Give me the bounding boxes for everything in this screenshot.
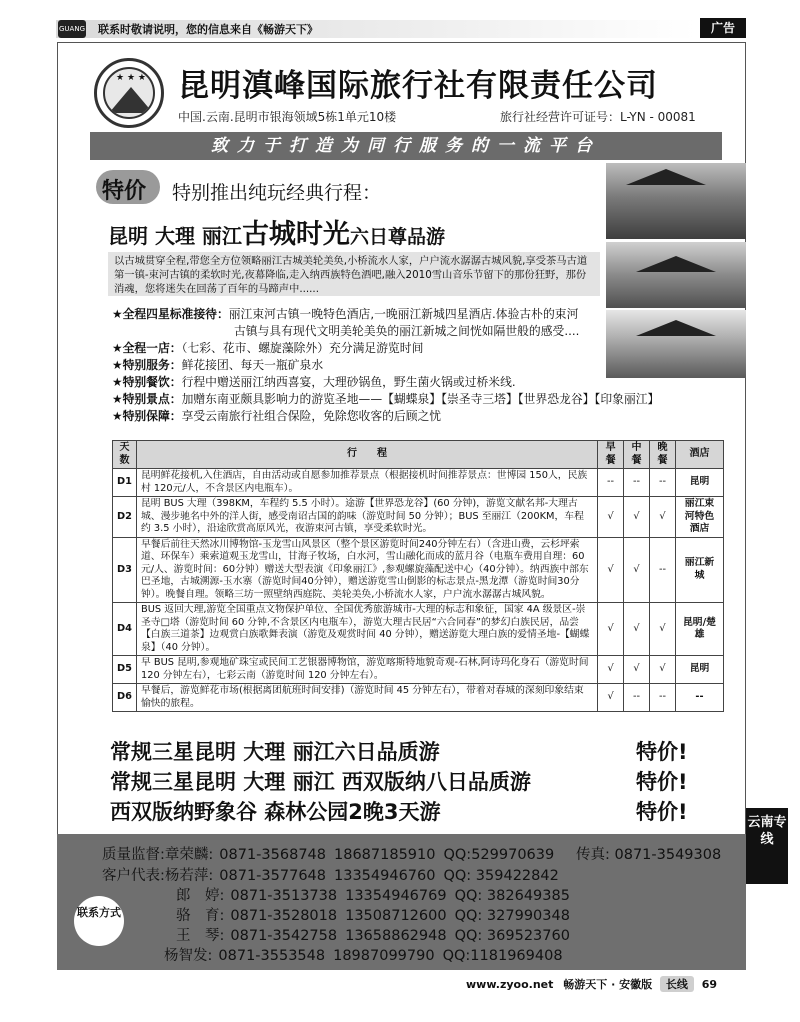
table-header-row [113,441,724,469]
promo-line [110,736,688,766]
company-emblem-icon: ★ ★ ★ [94,58,164,128]
tour-title [108,212,445,251]
footer-section: 长线 [660,976,694,992]
company-name: 昆明滇峰国际旅行社有限责任公司 [178,68,658,104]
tour-subtitle: 特别推出纯玩经典行程： [172,182,382,204]
table-row: D5 早 BUS 昆明,参观地矿珠宝或民间工艺银器博物馆，游览喀斯特地貌奇观-石林,阿诗玛化身石（游览时间 120 分钟左右），七彩云南（游览时间 120 分钟左右）。 √ √ √ 昆明 [113,656,724,684]
feature-item: ★特别保障：享受云南旅行社组合保险，免除您收客的后顾之忧 [112,409,442,423]
license-number: 旅行社经营许可证号：L-YN - 00081 [500,110,696,124]
page-number: 69 [701,978,718,991]
feature-item: 古镇与具有现代文明美轮美奂的丽江新城之间恍如隔世般的感受.... [234,324,580,338]
table-row: D6 早餐后，游览鲜花市场(根据离团航班时间安排)（游览时间 45 分钟左右），带着对春城的深刻印象结束愉快的旅程。 √ -- -- -- [113,684,724,712]
promo-line [110,796,688,826]
itinerary-table [112,440,724,712]
feature-item: ★特别餐饮：行程中赠送丽江纳西喜宴，大理砂锅鱼，野生菌火锅或过桥米线. [112,375,516,389]
col-hotel: 酒店 [675,441,723,469]
col-program: 行 程 [136,441,597,469]
feature-list [112,306,660,425]
table-row: D2 昆明 BUS 大理（398KM，车程约 5.5 小时）。途游【世界恐龙谷】(60 分钟)，游览文献名邦-大理古城、漫步驰名中外的洋人街，感受南诏古国的韵味（游览时间 50 分钟）；BUS 至丽江（200KM，车程约 3.5 小时），沿途欣赏高原风光，夜游束河古镇，享受柔软时光。 √ √ √ 丽江束河特色酒店 [113,497,724,538]
feature-item: ★全程一店：（七彩、花市、螺旋藻除外）充分满足游览时间 [112,341,424,355]
footer-url: www.zyoo.net [466,978,554,991]
feature-item: ★特别景点：加赠东南亚颇具影响力的游览圣地——【蝴蝶泉】【崇圣寺三塔】【世界恐龙谷】【印象丽江】 [112,392,660,406]
col-lunch: 中餐 [624,441,650,469]
feature-item: ★特别服务：鲜花接团、每天一瓶矿泉水 [112,358,324,372]
table-row: D4 BUS 返回大理,游览全国重点文物保护单位、全国优秀旅游城市-大理的标志和象征，国家 4A 级景区-崇圣寺□塔（游览时间 60 分钟,不含景区内电瓶车），游览大理古民居“六合同春”的梦幻白族民居，品尝【白族三道茶】边观赏白族歌舞表演（游览及观赏时间 40 分钟），赠送游览大理白族的爱情圣地-【蝴蝶泉】（40 分钟）。 √ √ √ 昆明/楚雄 [113,603,724,656]
fax-number: 传真: 0871-3549308 [576,847,722,863]
promo-price: 特价! [636,740,688,764]
promo-price: 特价! [636,770,688,794]
section-tab: 云南专线 [746,808,788,884]
company-address: 中国.云南.昆明市银海领域5栋1单元10楼 [178,110,397,124]
photo-ancient-town-street [606,163,746,239]
footer-magazine: 畅游天下 · 安徽版 [563,978,653,991]
contact-row: 骆 育: 0871-3528018 13508712600 QQ: 327990348 [176,908,570,924]
special-price-label: 特价 [102,179,147,204]
slogan-banner: 致力于打造为同行服务的一流平台 [90,132,722,160]
col-breakfast: 早餐 [598,441,624,469]
contact-row: 杨智发: 0871-3553548 18987099790 QQ:1181969408 [164,948,563,964]
contact-row: 王 琴: 0871-3542758 13658862948 QQ: 369523760 [176,928,570,944]
promo-line [110,766,688,796]
contact-row: 郎 婷: 0871-3513738 13354946769 QQ: 382649385 [176,888,570,904]
table-row: D3 早餐后前往天然冰川博物馆-玉龙雪山风景区（整个景区游览时间240分钟左右）（含进山费，云杉坪索道、环保车）乘索道观玉龙雪山，甘海子牧场，白水河，雪山融化而成的蓝月谷（电瓶车费用自理：60元/人、游览时间：60分钟）赠送大型表演《印象丽江》,参观螺旋藻配送中心（40分钟）。纳西族中部东巴圣地，古城溯源-玉水寨（游览时间40分钟），赠送游览雪山倒影的标志景点-黑龙潭（游览时间30分钟）。晚餐自理。领略三坊一照壁纳西庭院、美轮美奂,小桥流水人家，户户流水潺潺古城风貌。 √ √ -- 丽江新城 [113,537,724,603]
contact-badge: 联系方式 [74,896,124,946]
page-footer [466,976,717,996]
source-note: 联系时敬请说明，您的信息来自《畅游天下》 [98,23,318,36]
photo-old-town-rooftops [606,242,746,308]
tour-title-duration: 六日尊品游 [349,226,445,248]
feature-item: ★全程四星标准接待：丽江束河古镇一晚特色酒店,一晚丽江新城四星酒店.体验古朴的束河 [112,307,579,321]
contact-row: 客户代表:杨若萍: 0871-3577648 13354946760 QQ: 359422842 [102,868,559,884]
photo-pavilion [606,310,746,378]
col-dinner: 晚餐 [650,441,676,469]
ad-label: 广告 [700,18,746,38]
promo-text: 常规三星昆明 大理 丽江 西双版纳八日品质游 [110,770,531,794]
contact-row: 质量监督:章荣麟: 0871-3568748 18687185910 QQ:529970639 [102,847,555,863]
magazine-logo: GUANG [58,20,86,38]
promo-price: 特价! [636,800,688,824]
tour-title-theme: 古城时光 [241,219,350,250]
tour-intro: 以古城贯穿全程,带您全方位领略丽江古城美轮美奂,小桥流水人家，户户流水潺潺古城风貌,享受茶马古道第一镇-束河古镇的柔软时光,夜幕降临,走入纳西族特色酒吧,融入2010雪山音乐节留下的那份狂野，那份消魂，您将迷失在回荡了百年的马蹄声中...... [108,252,600,296]
tour-title-cities: 昆明 大理 丽江 [108,224,242,248]
table-row: D1 昆明鲜花接机,入住酒店，自由活动或自愿参加推荐景点（根据接机时间推荐景点：世博园 150人，民族村 120元/人，不含景区内电瓶车）。 -- -- -- 昆明 [113,469,724,497]
top-bar [0,18,800,40]
col-day: 天数 [113,441,137,469]
promo-text: 西双版纳野象谷 森林公园2晚3天游 [110,800,441,824]
promo-text: 常规三星昆明 大理 丽江六日品质游 [110,740,440,764]
